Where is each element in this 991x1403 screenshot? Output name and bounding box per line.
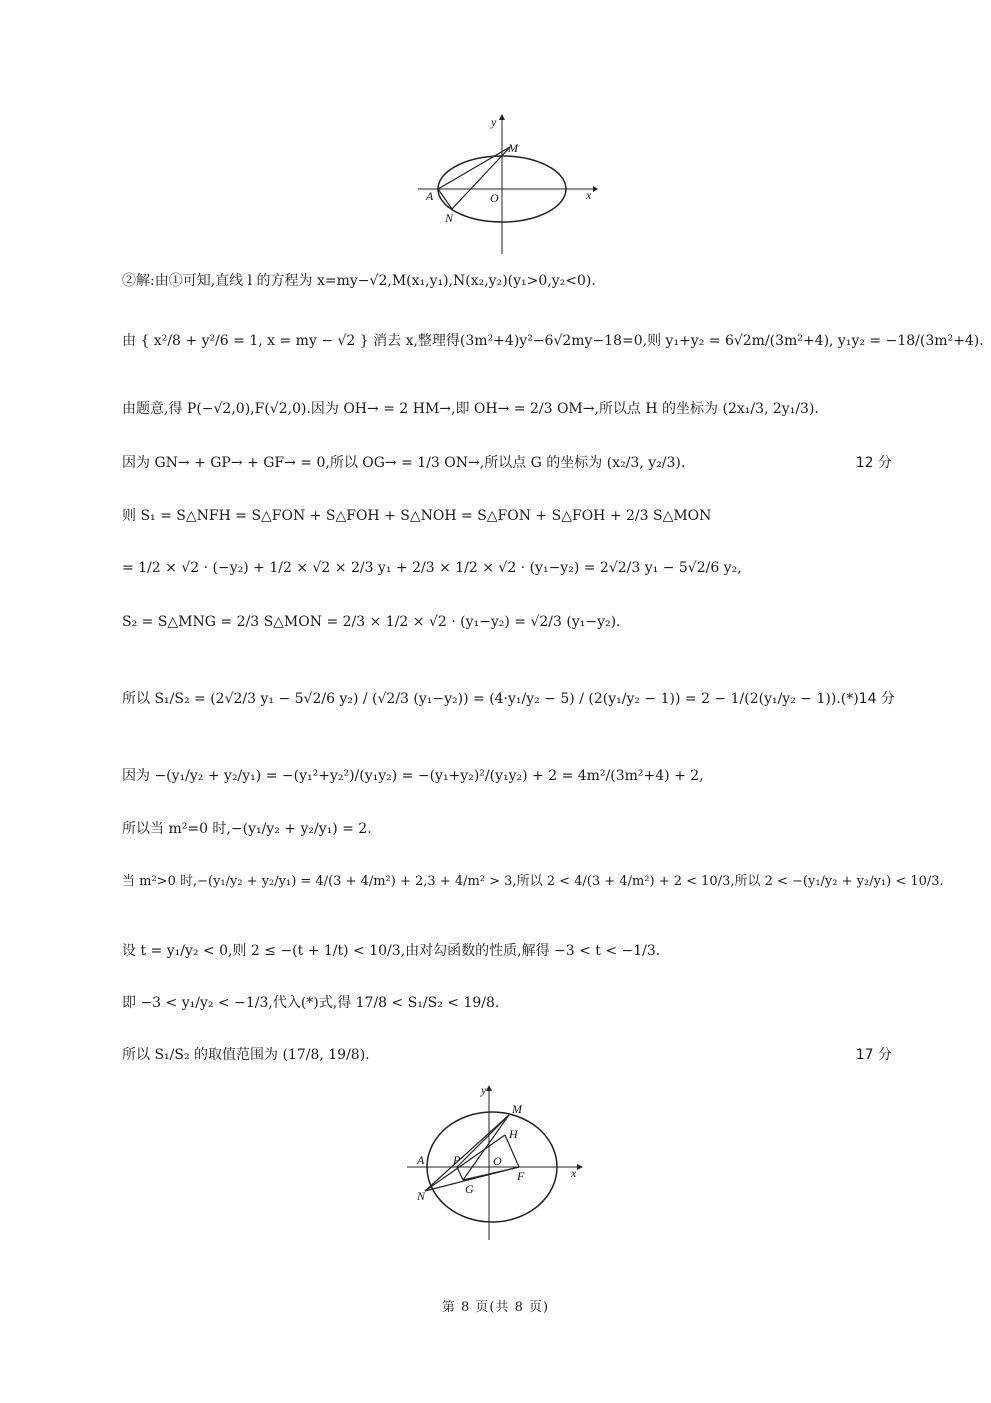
text-line-6: = 1/2 × √2 · (−y₂) + 1/2 × √2 × 2/3 y₁ + 2/3 × 1/2 × √2 · (y₁−y₂) = 2√2/3 y₁ − 5√2/6 y₂, (122, 560, 742, 576)
x-axis-arrow (577, 1164, 583, 1170)
ellipse-figure-2 (405, 1080, 590, 1245)
label-x: x (586, 188, 592, 202)
score-mark-14: 14 分 (858, 691, 895, 707)
label-N: N (417, 1189, 426, 1203)
text-line-11: 当 m²>0 时,−(y₁/y₂ + y₂/y₁) = 4/(3 + 4/m²) + 2,3 + 4/m² > 3,所以 2 < 4/(3 + 4/m²) + 2 < 10/3,所以 2 < −(y₁/y₂ + y₂/y₁) < 10/3. (122, 874, 944, 889)
text-line-7: S₂ = S△MNG = 2/3 S△MON = 2/3 × 1/2 × √2 · (y₁−y₂) = √2/3 (y₁−y₂). (122, 614, 621, 630)
label-x: x (571, 1166, 577, 1180)
line-AM (438, 147, 510, 189)
label-A: A (417, 1153, 425, 1167)
text-line-8: 所以 S₁/S₂ = (2√2/3 y₁ − 5√2/6 y₂) / (√2/3 (y₁−y₂)) = (4·y₁/y₂ − 5) / (2(y₁/y₂ − 1)) = 2 − 1/(2(y₁/y₂ − 1)).(*) 14 分 (122, 688, 892, 708)
page-footer: 第 8 页(共 8 页) (441, 1300, 550, 1315)
y-axis-arrow (499, 114, 505, 120)
score-mark-17: 17 分 (855, 1047, 892, 1063)
label-M: M (512, 1102, 522, 1116)
label-F: F (517, 1169, 525, 1183)
text-line-5: 则 S₁ = S△NFH = S△FON + S△FOH + S△NOH = S△FON + S△FOH + 2/3 S△MON (122, 508, 712, 524)
x-axis-arrow (593, 186, 598, 192)
text-line-10: 所以当 m²=0 时,−(y₁/y₂ + y₂/y₁) = 2. (122, 821, 372, 837)
ellipse-figure-1 (418, 112, 598, 257)
label-M: M (508, 141, 518, 155)
label-y: y (481, 1083, 487, 1097)
text-line-13: 即 −3 < y₁/y₂ < −1/3,代入(*)式,得 17/8 < S₁/S₂ < 19/8. (122, 995, 500, 1011)
y-axis-arrow (486, 1085, 492, 1091)
label-O: O (490, 191, 499, 205)
label-G: G (465, 1182, 474, 1196)
text-line-12: 设 t = y₁/y₂ < 0,则 2 ≤ −(t + 1/t) < 10/3,由对勾函数的性质,解得 −3 < t < −1/3. (122, 943, 661, 959)
text-line-1: ②解:由①可知,直线 l 的方程为 x=my−√2,M(x₁,y₁),N(x₂,y₂)(y₁>0,y₂<0). (122, 273, 596, 289)
score-mark-12: 12 分 (855, 455, 892, 471)
line-MN (452, 147, 510, 209)
text-line-2: 由 { x²/8 + y²/6 = 1, x = my − √2 } 消去 x,整理得(3m²+4)y²−6√2my−18=0,则 y₁+y₂ = 6√2m/(3m²+4), y₁y₂ = −18/(3m²+4). (122, 333, 984, 349)
text-line-14: 所以 S₁/S₂ 的取值范围为 (17/8, 19/8). 17 分 (122, 1044, 892, 1064)
label-N: N (445, 211, 454, 225)
label-O: O (493, 1154, 502, 1168)
line-MG (463, 1115, 509, 1180)
label-y: y (491, 115, 497, 129)
label-A: A (426, 189, 434, 203)
label-H: H (509, 1127, 518, 1141)
label-P: P (453, 1153, 461, 1167)
line-PG (457, 1167, 463, 1180)
text-line-4: 因为 GN→ + GP→ + GF→ = 0,所以 OG→ = 1/3 ON→,所以点 G 的坐标为 (x₂/3, y₂/3). 12 分 (122, 452, 892, 472)
text-line-3: 由题意,得 P(−√2,0),F(√2,0).因为 OH→ = 2 HM→,即 OH→ = 2/3 OM→,所以点 H 的坐标为 (2x₁/3, 2y₁/3). (122, 401, 819, 417)
text-line-9: 因为 −(y₁/y₂ + y₂/y₁) = −(y₁²+y₂²)/(y₁y₂) = −(y₁+y₂)²/(y₁y₂) + 2 = 4m²/(3m²+4) + 2, (122, 768, 704, 784)
